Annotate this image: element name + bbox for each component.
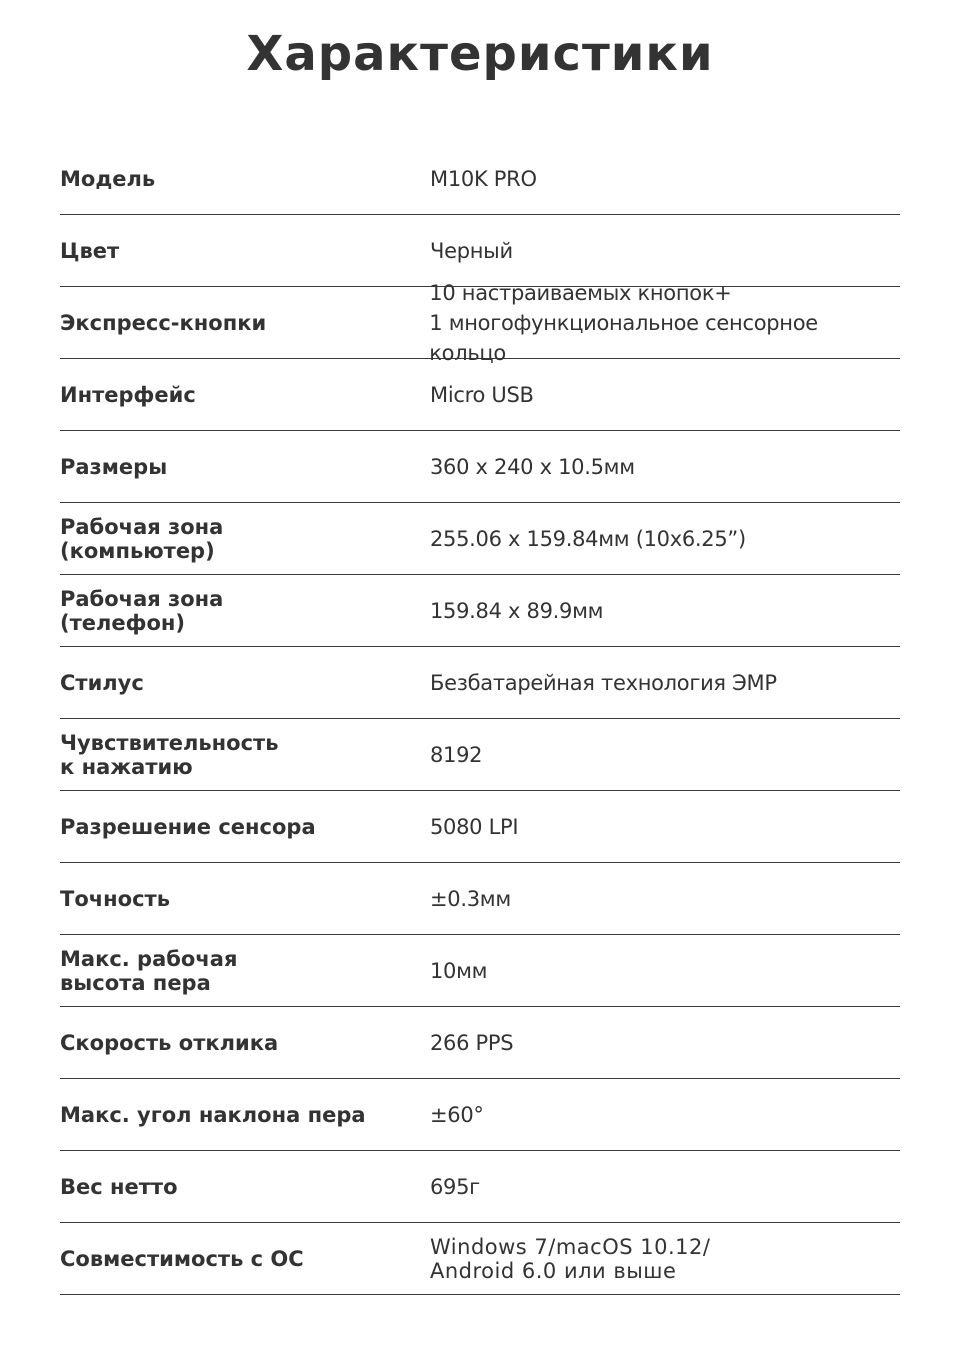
spec-value: 5080 LPI	[430, 814, 519, 839]
spec-label: Совместимость с ОС	[60, 1246, 304, 1271]
spec-row	[60, 1079, 900, 1151]
spec-value: 255.06 x 159.84мм (10x6.25”)	[430, 526, 746, 551]
spec-row	[60, 791, 900, 863]
spec-label: Рабочая зона (компьютер)	[60, 514, 224, 563]
spec-row	[60, 503, 900, 575]
spec-row	[60, 647, 900, 719]
spec-value: 8192	[430, 742, 483, 767]
spec-label: Макс. рабочая высота пера	[60, 946, 238, 995]
spec-label: Точность	[60, 886, 171, 911]
spec-value: Micro USB	[430, 382, 534, 407]
spec-value: 266 PPS	[430, 1030, 514, 1055]
spec-row	[60, 719, 900, 791]
spec-value: ±60°	[430, 1102, 484, 1127]
spec-row	[60, 575, 900, 647]
spec-value: ±0.3мм	[430, 886, 511, 911]
spec-label: Модель	[60, 166, 156, 191]
spec-label: Вес нетто	[60, 1174, 178, 1199]
spec-row	[60, 1151, 900, 1223]
spec-value: Черный	[430, 238, 513, 263]
spec-row	[60, 935, 900, 1007]
spec-label: Чувствительность к нажатию	[60, 730, 279, 779]
specs-table	[60, 143, 900, 1295]
spec-value: 10 настраиваемых кнопок+ 1 многофункциональное сенсорное кольцо	[429, 280, 818, 365]
spec-row	[60, 431, 900, 503]
spec-label: Скорость отклика	[60, 1030, 279, 1055]
spec-row	[60, 1007, 900, 1079]
spec-row	[60, 280, 900, 365]
spec-label: Цвет	[60, 238, 120, 263]
spec-value: 159.84 x 89.9мм	[430, 598, 604, 623]
spec-label: Разрешение сенсора	[60, 814, 316, 839]
spec-label: Стилус	[60, 670, 144, 695]
spec-row	[60, 215, 900, 287]
spec-row	[60, 143, 900, 215]
spec-value: Windows 7/macOS 10.12/ Android 6.0 или выше	[430, 1234, 711, 1283]
spec-row	[60, 863, 900, 935]
spec-label: Рабочая зона (телефон)	[60, 586, 224, 635]
spec-value: Безбатарейная технология ЭМР	[430, 670, 777, 695]
spec-label: Экспресс-кнопки	[60, 310, 267, 335]
spec-label: Макс. угол наклона пера	[60, 1102, 366, 1127]
spec-value: 360 x 240 x 10.5мм	[430, 454, 635, 479]
spec-label: Размеры	[60, 454, 168, 479]
spec-row	[60, 1223, 900, 1295]
spec-row	[60, 359, 900, 431]
spec-label: Интерфейс	[60, 382, 196, 407]
spec-value: 10мм	[430, 958, 488, 983]
spec-value: M10K PRO	[430, 166, 537, 191]
page-title: Характеристики	[246, 26, 714, 82]
spec-value: 695г	[430, 1174, 480, 1199]
